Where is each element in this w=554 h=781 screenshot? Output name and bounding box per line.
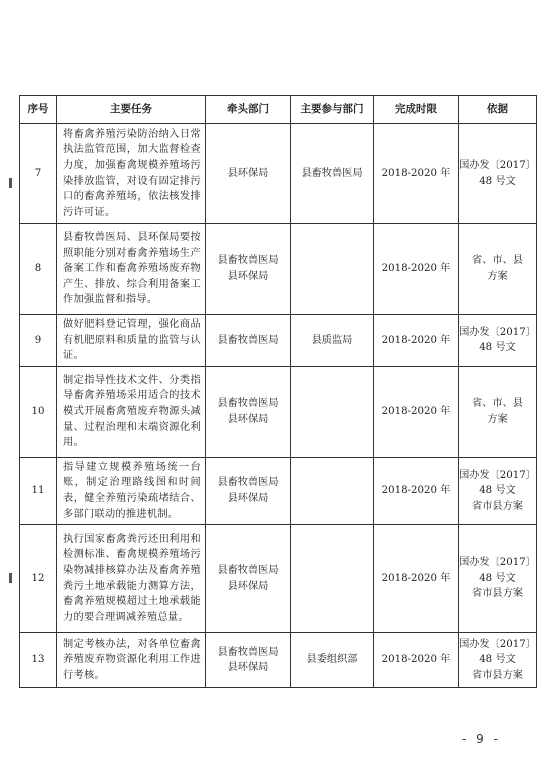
table-header-row xyxy=(20,96,537,124)
task-text: 制定指导性技术文件、分类指导畜禽养殖场采用适合的技术模式开展畜禽殖废弃物源头减量、过程治理和末端资源化利用。 xyxy=(63,374,201,449)
lead-dept-line: 县畜牧兽医局 xyxy=(217,255,279,267)
task-text: 做好肥料登记管理，强化商品有机肥原料和质量的监管与认证。 xyxy=(63,319,201,362)
basis-line: 省市县方案 xyxy=(472,588,523,600)
basis-line: 国办发〔2017〕 xyxy=(459,469,536,481)
lead-dept-cell xyxy=(206,457,291,524)
basis-cell xyxy=(459,525,537,633)
basis-line: 48 号文 xyxy=(479,342,516,354)
basis-cell xyxy=(459,315,537,367)
lead-dept-cell xyxy=(206,315,291,367)
participant-dept-cell xyxy=(291,315,374,367)
participant-dept-line: 县委组织部 xyxy=(306,654,358,666)
row-number: 10 xyxy=(20,366,57,457)
lead-dept-cell xyxy=(206,366,291,457)
basis-line: 48 号文 xyxy=(479,572,516,584)
participant-dept-cell xyxy=(291,366,374,457)
task-cell xyxy=(57,633,206,688)
header-task: 主要任务 xyxy=(57,96,206,124)
task-cell xyxy=(57,366,206,457)
row-number: 7 xyxy=(20,124,57,224)
deadline-cell: 2018-2020 年 xyxy=(374,457,459,524)
deadline-cell: 2018-2020 年 xyxy=(374,633,459,688)
basis-cell xyxy=(459,633,537,688)
table-row xyxy=(20,124,537,224)
basis-line: 国办发〔2017〕 xyxy=(459,326,536,338)
table-row xyxy=(20,366,537,457)
participant-dept-cell xyxy=(291,457,374,524)
table-row xyxy=(20,315,537,367)
lead-dept-line: 县环保局 xyxy=(227,492,269,504)
binding-mark xyxy=(9,178,12,188)
basis-line: 国办发〔2017〕 xyxy=(459,638,536,650)
row-number: 9 xyxy=(20,315,57,367)
header-deadline: 完成时限 xyxy=(374,96,459,124)
lead-dept-line: 县畜牧兽医局 xyxy=(217,646,279,658)
basis-cell xyxy=(459,366,537,457)
deadline-cell: 2018-2020 年 xyxy=(374,366,459,457)
task-text: 县畜牧兽医局、县环保局要按照职能分别对畜禽养殖场生产备案工作和畜禽养殖场废弃物产生、排放、综合利用备案工作加强监督和指导。 xyxy=(63,232,201,306)
deadline-cell: 2018-2020 年 xyxy=(374,315,459,367)
row-number: 13 xyxy=(20,633,57,688)
task-cell xyxy=(57,315,206,367)
participant-dept-cell xyxy=(291,633,374,688)
lead-dept-line: 县畜牧兽医局 xyxy=(217,477,279,489)
page-number: - 9 - xyxy=(462,732,501,746)
basis-line: 省、市、县 xyxy=(472,398,523,410)
basis-line: 省市县方案 xyxy=(472,500,523,512)
participant-dept-cell xyxy=(291,525,374,633)
basis-line: 国办发〔2017〕 xyxy=(459,159,536,171)
header-no: 序号 xyxy=(20,96,57,124)
lead-dept-cell xyxy=(206,633,291,688)
table-row xyxy=(20,224,537,315)
basis-line: 国办发〔2017〕 xyxy=(459,557,536,569)
binding-mark xyxy=(9,573,12,583)
basis-line: 省市县方案 xyxy=(472,669,523,681)
task-cell xyxy=(57,224,206,315)
table-row xyxy=(20,525,537,633)
header-lead-dept: 牵头部门 xyxy=(206,96,291,124)
basis-cell xyxy=(459,124,537,224)
lead-dept-line: 县畜牧兽医局 xyxy=(217,565,279,577)
row-number: 8 xyxy=(20,224,57,315)
lead-dept-line: 县环保局 xyxy=(227,271,269,282)
basis-line: 48 号文 xyxy=(479,175,516,187)
lead-dept-cell xyxy=(206,224,291,315)
table-row xyxy=(20,633,537,688)
task-table xyxy=(19,95,537,688)
task-cell xyxy=(57,525,206,633)
basis-line: 48 号文 xyxy=(479,654,516,666)
task-text: 将畜禽养殖污染防治纳入日常执法监管范围，加大监督检查力度，加强畜禽规模养殖场污染排放监管，对设有固定排污口的畜禽养殖场，依法核发排污许可证。 xyxy=(63,128,201,218)
lead-dept-line: 县畜牧兽医局 xyxy=(217,334,279,346)
basis-cell xyxy=(459,224,537,315)
basis-line: 方案 xyxy=(487,413,508,425)
row-number: 11 xyxy=(20,457,57,524)
header-basis: 依据 xyxy=(459,96,537,124)
lead-dept-cell xyxy=(206,124,291,224)
basis-cell xyxy=(459,457,537,524)
lead-dept-cell xyxy=(206,525,291,633)
deadline-cell: 2018-2020 年 xyxy=(374,224,459,315)
task-text: 指导建立规模养殖场统一台账，制定治理路线图和时间表，健全养殖污染疏堵结合、多部门联动的推进机制。 xyxy=(63,461,201,520)
row-number: 12 xyxy=(20,525,57,633)
task-text: 执行国家畜禽粪污还田利用和检测标准、畜禽规模养殖场污染物减排核算办法及畜禽养殖粪污土地承载能力测算方法，畜禽养殖规模超过土地承载能力的要合理调减养殖总量。 xyxy=(63,533,201,623)
participant-dept-line: 县质监局 xyxy=(311,334,353,346)
lead-dept-line: 县环保局 xyxy=(227,167,269,179)
task-text: 制定考核办法，对各单位畜禽养殖废弃物资源化利用工作进行考核。 xyxy=(63,638,201,681)
basis-line: 方案 xyxy=(487,271,508,282)
basis-line: 省、市、县 xyxy=(472,255,523,267)
deadline-cell: 2018-2020 年 xyxy=(374,525,459,633)
header-participant-dept: 主要参与部门 xyxy=(291,96,374,124)
participant-dept-cell xyxy=(291,124,374,224)
lead-dept-line: 县畜牧兽医局 xyxy=(217,398,279,410)
deadline-cell: 2018-2020 年 xyxy=(374,124,459,224)
task-cell xyxy=(57,124,206,224)
lead-dept-line: 县环保局 xyxy=(227,580,269,592)
participant-dept-line: 县畜牧兽医局 xyxy=(301,167,363,179)
basis-line: 48 号文 xyxy=(479,485,516,497)
table-row xyxy=(20,457,537,524)
task-cell xyxy=(57,457,206,524)
lead-dept-line: 县环保局 xyxy=(227,413,269,425)
participant-dept-cell xyxy=(291,224,374,315)
lead-dept-line: 县环保局 xyxy=(227,662,269,674)
